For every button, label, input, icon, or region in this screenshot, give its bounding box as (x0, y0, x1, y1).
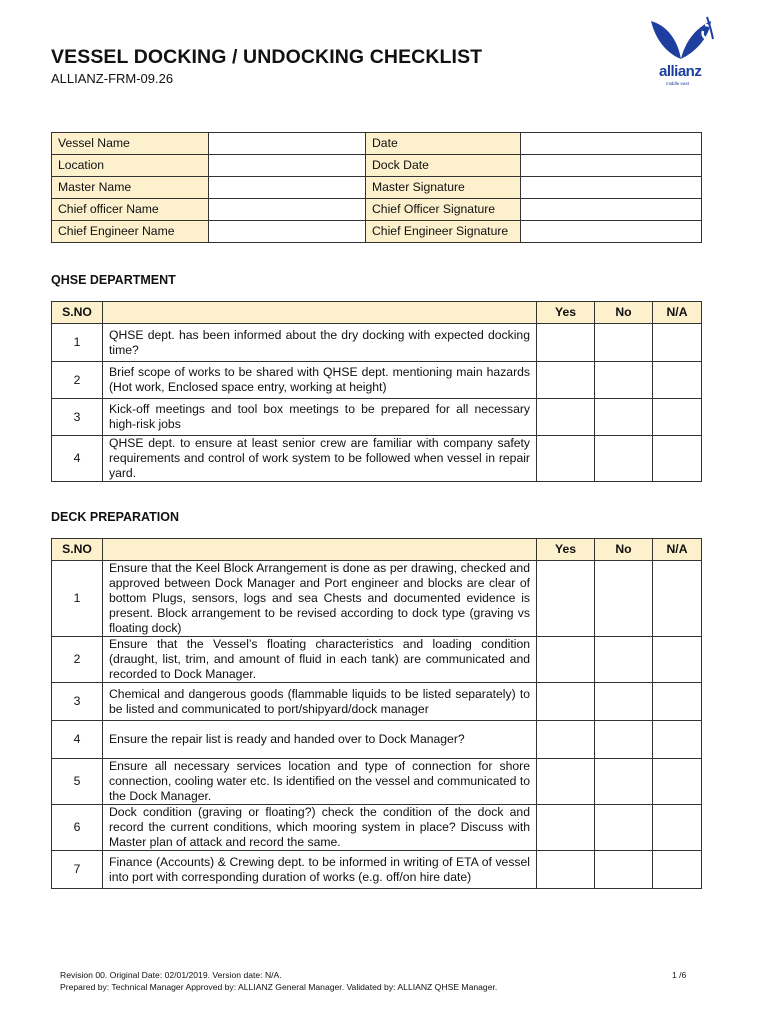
yes-cell[interactable] (537, 362, 595, 399)
col-no-header: No (595, 302, 653, 324)
no-cell[interactable] (595, 436, 653, 482)
dock-date-field[interactable] (521, 155, 702, 177)
row-description: Finance (Accounts) & Crewing dept. to be informed in writing of ETA of vessel into port with corresponding duration of works (e.g. off/on hire date) (103, 851, 537, 889)
col-desc-header (103, 302, 537, 324)
row-description: Brief scope of works to be shared with QHSE dept. mentioning main hazards (Hot work, Enclosed space entry, working at height) (103, 362, 537, 399)
info-label: Vessel Name (52, 133, 209, 155)
info-row (52, 177, 702, 199)
footer-revision: Revision 00. Original Date: 02/01/2019. Version date: N/A. (60, 970, 282, 980)
row-description: Ensure all necessary services location and type of connection for shore connection, cooling water etc. Is identified on the vessel and communicated to the Dock Manager. (103, 759, 537, 805)
info-label: Chief officer Name (52, 199, 209, 221)
yes-cell[interactable] (537, 399, 595, 436)
na-cell[interactable] (653, 721, 702, 759)
table-row (52, 362, 702, 399)
na-cell[interactable] (653, 324, 702, 362)
deck-section-heading: DECK PREPARATION (51, 510, 180, 524)
na-cell[interactable] (653, 436, 702, 482)
page-number: 1 /6 (672, 970, 687, 980)
na-cell[interactable] (653, 683, 702, 721)
row-description: Ensure the repair list is ready and handed over to Dock Manager? (103, 721, 537, 759)
document-title: VESSEL DOCKING / UNDOCKING CHECKLIST (51, 46, 483, 68)
info-row (52, 133, 702, 155)
vessel-name-field[interactable] (209, 133, 366, 155)
no-cell[interactable] (595, 399, 653, 436)
yes-cell[interactable] (537, 851, 595, 889)
table-row (52, 436, 702, 482)
na-cell[interactable] (653, 561, 702, 637)
row-number: 1 (52, 324, 103, 362)
no-cell[interactable] (595, 324, 653, 362)
col-sno-header: S.NO (52, 302, 103, 324)
allianz-logo (645, 15, 720, 90)
table-row (52, 683, 702, 721)
yes-cell[interactable] (537, 805, 595, 851)
yes-cell[interactable] (537, 759, 595, 805)
na-cell[interactable] (653, 399, 702, 436)
col-no-header: No (595, 539, 653, 561)
date-field[interactable] (521, 133, 702, 155)
yes-cell[interactable] (537, 721, 595, 759)
butterfly-icon (645, 15, 720, 67)
vessel-info-table (51, 132, 702, 243)
row-description: QHSE dept. to ensure at least senior crew are familiar with company safety requirements and control of work system to be followed when vessel in repair yard. (103, 436, 537, 482)
qhse-section-heading: QHSE DEPARTMENT (51, 273, 176, 287)
table-row (52, 759, 702, 805)
no-cell[interactable] (595, 759, 653, 805)
info-label: Location (52, 155, 209, 177)
row-number: 3 (52, 683, 103, 721)
yes-cell[interactable] (537, 324, 595, 362)
row-number: 1 (52, 561, 103, 637)
row-number: 3 (52, 399, 103, 436)
row-number: 2 (52, 637, 103, 683)
col-yes-header: Yes (537, 539, 595, 561)
deck-checklist-table (51, 538, 702, 889)
row-number: 4 (52, 436, 103, 482)
info-row (52, 199, 702, 221)
chief-officer-signature-field[interactable] (521, 199, 702, 221)
chief-engineer-name-field[interactable] (209, 221, 366, 243)
row-number: 4 (52, 721, 103, 759)
info-label: Dock Date (366, 155, 521, 177)
table-row (52, 561, 702, 637)
row-number: 5 (52, 759, 103, 805)
col-yes-header: Yes (537, 302, 595, 324)
info-label: Chief Officer Signature (366, 199, 521, 221)
row-description: Dock condition (graving or floating?) check the condition of the dock and record the current conditions, which mooring system in place? Discuss with Master plan of attack and record the same. (103, 805, 537, 851)
row-number: 2 (52, 362, 103, 399)
no-cell[interactable] (595, 805, 653, 851)
table-row (52, 324, 702, 362)
col-na-header: N/A (653, 539, 702, 561)
row-description: Chemical and dangerous goods (flammable liquids to be listed separately) to be listed and communicated to port/shipyard/dock manager (103, 683, 537, 721)
row-description: Ensure that the Vessel’s floating characteristics and loading condition (draught, list, trim, and amount of fluid in each tank) are communicated and recorded to Dock Manager. (103, 637, 537, 683)
table-header-row (52, 302, 702, 324)
no-cell[interactable] (595, 683, 653, 721)
table-row (52, 637, 702, 683)
row-number: 7 (52, 851, 103, 889)
no-cell[interactable] (595, 362, 653, 399)
row-number: 6 (52, 805, 103, 851)
info-label: Chief Engineer Signature (366, 221, 521, 243)
table-row (52, 805, 702, 851)
master-signature-field[interactable] (521, 177, 702, 199)
yes-cell[interactable] (537, 561, 595, 637)
logo-tagline: middle east (666, 81, 690, 86)
chief-engineer-signature-field[interactable] (521, 221, 702, 243)
logo-wordmark: allianz (659, 63, 702, 80)
master-name-field[interactable] (209, 177, 366, 199)
location-field[interactable] (209, 155, 366, 177)
na-cell[interactable] (653, 759, 702, 805)
table-header-row (52, 539, 702, 561)
info-row (52, 155, 702, 177)
table-row (52, 399, 702, 436)
no-cell[interactable] (595, 721, 653, 759)
info-label: Master Signature (366, 177, 521, 199)
table-row (52, 721, 702, 759)
yes-cell[interactable] (537, 637, 595, 683)
footer-approvals: Prepared by: Technical Manager Approved by: ALLIANZ General Manager. Validated by: ALLIANZ QHSE Manager. (60, 982, 498, 992)
info-row (52, 221, 702, 243)
table-row (52, 851, 702, 889)
chief-officer-name-field[interactable] (209, 199, 366, 221)
form-number: ALLIANZ-FRM-09.26 (51, 71, 174, 86)
na-cell[interactable] (653, 362, 702, 399)
qhse-checklist-table (51, 301, 702, 482)
info-label: Master Name (52, 177, 209, 199)
info-label: Chief Engineer Name (52, 221, 209, 243)
na-cell[interactable] (653, 851, 702, 889)
yes-cell[interactable] (537, 436, 595, 482)
na-cell[interactable] (653, 805, 702, 851)
col-na-header: N/A (653, 302, 702, 324)
no-cell[interactable] (595, 851, 653, 889)
row-description: Ensure that the Keel Block Arrangement is done as per drawing, checked and approved between Dock Manager and Port engineer and blocks are clear of bottom Plugs, sensors, logs and sea Chests and documented evidence is present. Block arrangement to be revised according to dock type (graving vs floating dock) (103, 561, 537, 637)
no-cell[interactable] (595, 561, 653, 637)
info-label: Date (366, 133, 521, 155)
row-description: Kick-off meetings and tool box meetings to be prepared for all necessary high-risk jobs (103, 399, 537, 436)
col-sno-header: S.NO (52, 539, 103, 561)
row-description: QHSE dept. has been informed about the dry docking with expected docking time? (103, 324, 537, 362)
na-cell[interactable] (653, 637, 702, 683)
no-cell[interactable] (595, 637, 653, 683)
col-desc-header (103, 539, 537, 561)
yes-cell[interactable] (537, 683, 595, 721)
